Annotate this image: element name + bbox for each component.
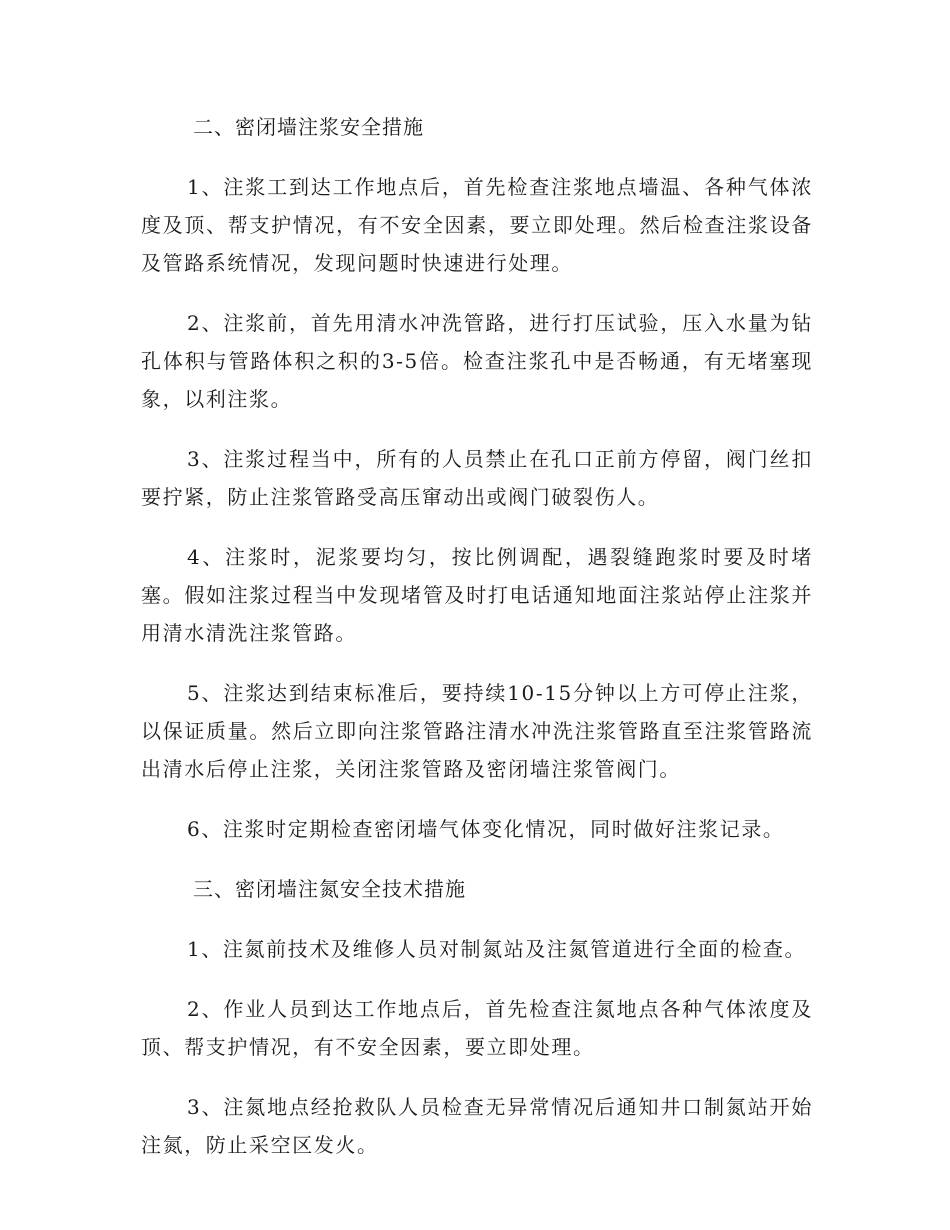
paragraph-grouting-5: 5、注浆达到结束标准后，要持续10-15分钟以上方可停止注浆，以保证质量。然后立即向注浆管路注清水冲洗注浆管路直至注浆管路流出清水后停止注浆，关闭注浆管路及密闭墙注浆管阀门。 bbox=[141, 681, 813, 781]
paragraph-grouting-3: 3、注浆过程当中，所有的人员禁止在孔口正前方停留，阀门丝扣要拧紧，防止注浆管路受高压窜动出或阀门破裂伤人。 bbox=[141, 447, 813, 509]
paragraph-nitrogen-1: 1、注氮前技术及维修人员对制氮站及注氮管道进行全面的检查。 bbox=[187, 937, 807, 961]
section-heading-nitrogen: 三、密闭墙注氮安全技术措施 bbox=[193, 877, 466, 901]
paragraph-grouting-2: 2、注浆前，首先用清水冲洗管路，进行打压试验，压入水量为钻孔体积与管路体积之积的3-5倍。检查注浆孔中是否畅通，有无堵塞现象，以利注浆。 bbox=[141, 311, 813, 411]
paragraph-nitrogen-3: 3、注氮地点经抢救队人员检查无异常情况后通知井口制氮站开始注氮，防止采空区发火。 bbox=[141, 1095, 813, 1157]
paragraph-grouting-6: 6、注浆时定期检查密闭墙气体变化情况，同时做好注浆记录。 bbox=[187, 817, 785, 841]
paragraph-grouting-1: 1、注浆工到达工作地点后，首先检查注浆地点墙温、各种气体浓度及顶、帮支护情况，有不安全因素，要立即处理。然后检查注浆设备及管路系统情况，发现问题时快速进行处理。 bbox=[141, 175, 813, 275]
document-body bbox=[141, 108, 813, 1186]
paragraph-grouting-4: 4、注浆时，泥浆要均匀，按比例调配，遇裂缝跑浆时要及时堵塞。假如注浆过程当中发现堵管及时打电话通知地面注浆站停止注浆并用清水清洗注浆管路。 bbox=[141, 545, 813, 645]
paragraph-nitrogen-2: 2、作业人员到达工作地点后，首先检查注氮地点各种气体浓度及顶、帮支护情况，有不安全因素，要立即处理。 bbox=[141, 997, 813, 1059]
section-heading-grouting: 二、密闭墙注浆安全措施 bbox=[193, 115, 424, 139]
